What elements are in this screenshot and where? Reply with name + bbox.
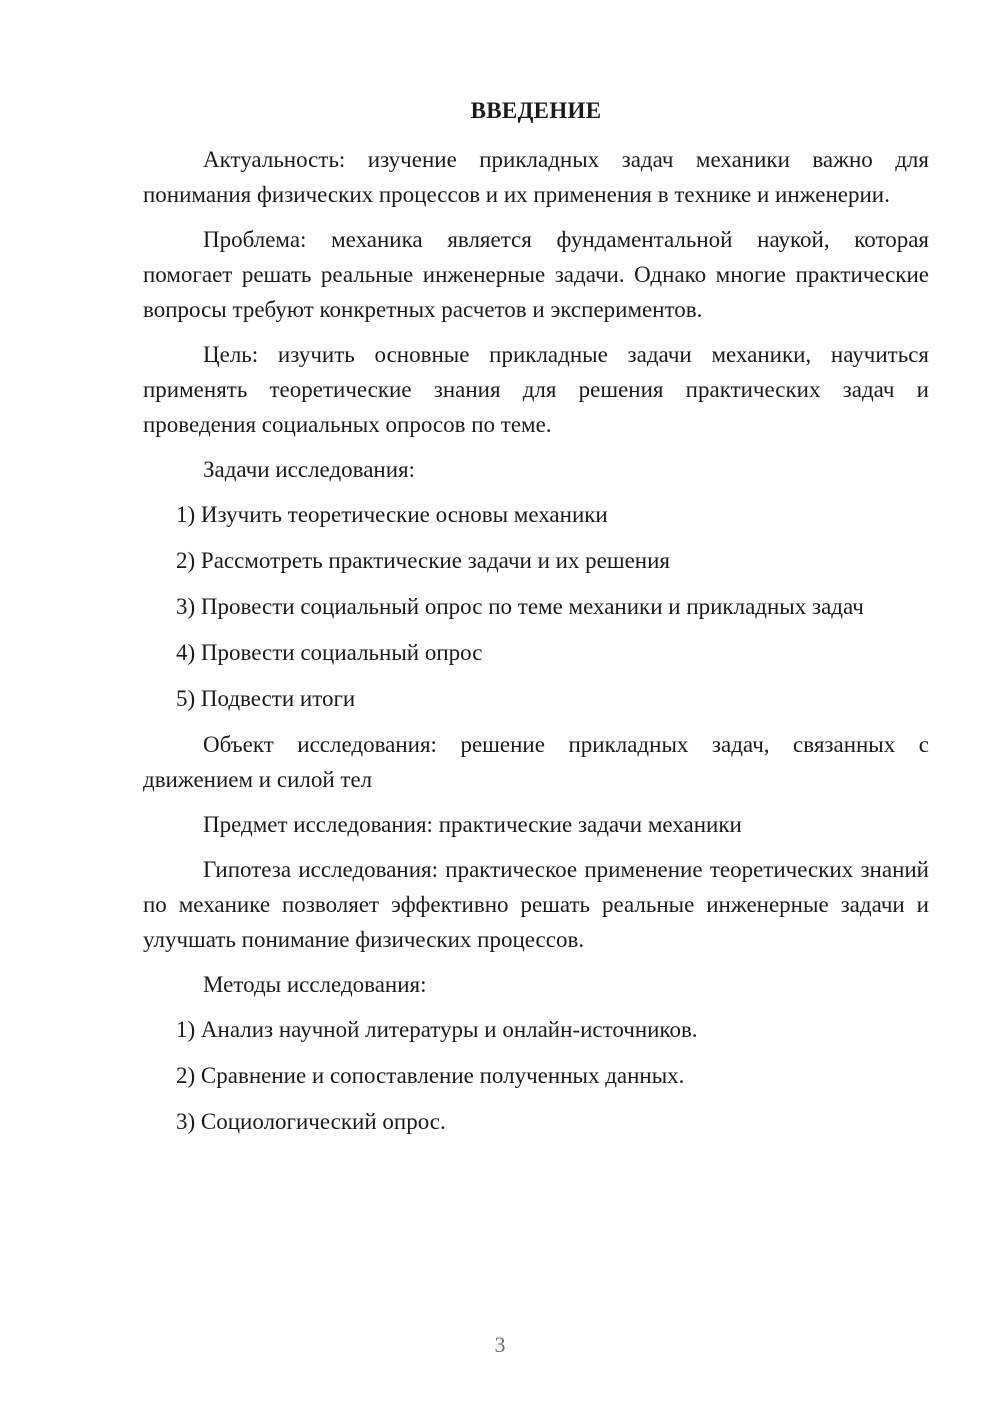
list-item: 1) Анализ научной литературы и онлайн-источников. [176, 1017, 698, 1042]
list-item: 4) Провести социальный опрос [176, 640, 483, 665]
methods-list [143, 1012, 929, 1139]
goal-paragraph: Цель: изучить основные прикладные задачи механики, научиться применять теоретические знания для решения практических задач и проведения социальных опросов по теме. [143, 342, 929, 437]
list-item: 3) Социологический опрос. [176, 1109, 446, 1134]
list-item: 3) Провести социальный опрос по теме механики и прикладных задач [176, 594, 864, 619]
subject-paragraph: Предмет исследования: практические задачи механики [203, 812, 742, 837]
problem-paragraph: Проблема: механика является фундаментальной наукой, которая помогает решать реальные инженерные задачи. Однако многие практические вопросы требуют конкретных расчетов и экспериментов. [143, 227, 929, 322]
list-item: 2) Рассмотреть практические задачи и их решения [176, 548, 671, 573]
document-body [143, 94, 929, 1150]
page-number: 3 [494, 1332, 506, 1357]
hypothesis-paragraph: Гипотеза исследования: практическое применение теоретических знаний по механике позволяет эффективно решать реальные инженерные задачи и улучшать понимание физических процессов. [143, 857, 929, 952]
page-title: ВВЕДЕНИЕ [470, 98, 602, 123]
list-item: 2) Сравнение и сопоставление полученных данных. [176, 1063, 685, 1088]
tasks-label: Задачи исследования: [203, 457, 416, 482]
methods-label: Методы исследования: [203, 972, 427, 997]
tasks-list [143, 497, 929, 716]
object-paragraph: Объект исследования: решение прикладных задач, связанных с движением и силой тел [143, 732, 929, 792]
relevance-paragraph: Актуальность: изучение прикладных задач механики важно для понимания физических процессов и их применения в технике и инженерии. [143, 147, 929, 207]
list-item: 1) Изучить теоретические основы механики [176, 502, 608, 527]
list-item: 5) Подвести итоги [176, 686, 356, 711]
